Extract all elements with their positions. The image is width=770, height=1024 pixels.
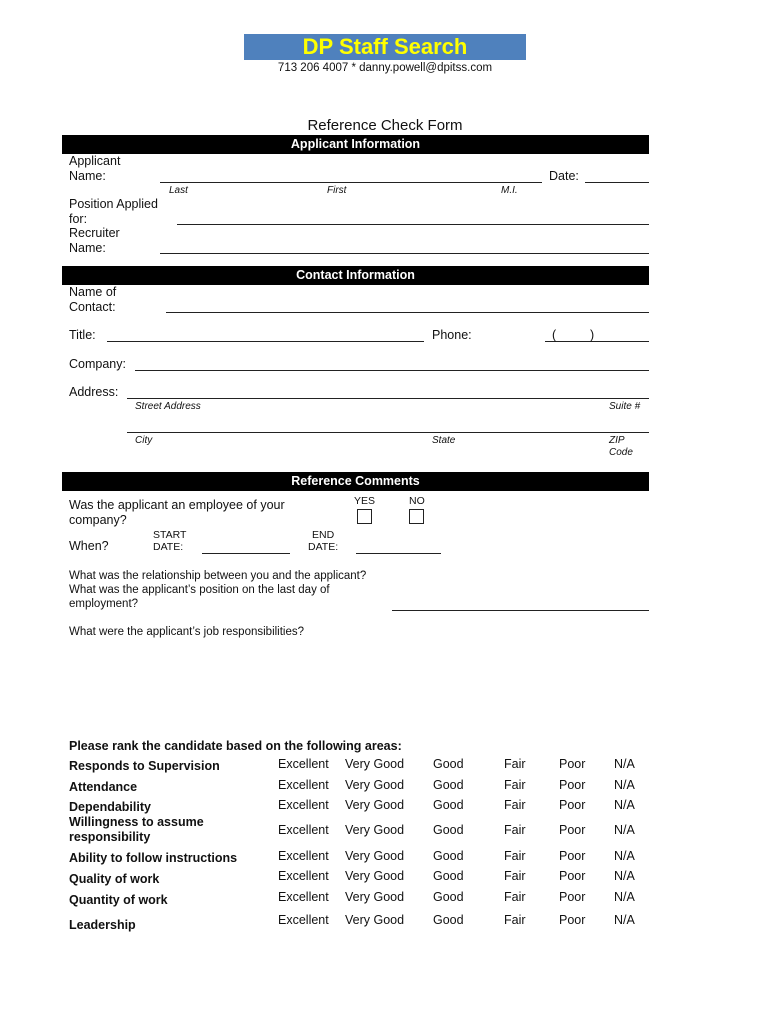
city-caption: City (135, 435, 153, 446)
rating-option[interactable]: Excellent (278, 890, 329, 904)
rating-option[interactable]: Fair (504, 869, 526, 883)
rating-option[interactable]: N/A (614, 757, 635, 771)
last-position-question: What was the applicant’s position on the last day of employment? (69, 584, 330, 610)
rating-option[interactable]: Good (433, 869, 464, 883)
ranking-area-label: Responds to Supervision (69, 759, 220, 773)
rating-option[interactable]: Good (433, 913, 464, 927)
rating-option[interactable]: Excellent (278, 757, 329, 771)
rating-option[interactable]: Very Good (345, 823, 405, 837)
start-date-field[interactable] (202, 553, 290, 554)
rating-option[interactable]: Fair (504, 823, 526, 837)
phone-field[interactable] (545, 341, 649, 342)
phone-label: Phone: (432, 328, 472, 342)
end-date-label: END DATE: (308, 529, 339, 553)
recruiter-name-field[interactable] (160, 253, 649, 254)
contact-line: 713 206 4007 * danny.powell@dpitss.com (277, 62, 493, 74)
ranking-area-label: Ability to follow instructions (69, 851, 238, 865)
yes-checkbox[interactable] (357, 509, 372, 524)
rating-option[interactable]: Fair (504, 890, 526, 904)
ranking-intro: Please rank the candidate based on the following areas: (69, 739, 402, 753)
street-address-field[interactable] (127, 398, 649, 399)
rating-option[interactable]: Very Good (345, 849, 405, 863)
rating-option[interactable]: Poor (559, 869, 586, 883)
relationship-question: What was the relationship between you and the applicant? (69, 570, 367, 582)
rating-option[interactable]: Very Good (345, 869, 405, 883)
rating-option[interactable]: Very Good (345, 757, 405, 771)
form-title: Reference Check Form (307, 117, 463, 134)
phone-area-open: ( (552, 328, 557, 342)
rating-option[interactable]: Good (433, 849, 464, 863)
middle-initial-caption: M.I. (501, 185, 518, 196)
rating-option[interactable]: Poor (559, 849, 586, 863)
responsibilities-question: What were the applicant’s job responsibilities? (69, 626, 305, 638)
no-label: NO (409, 495, 425, 507)
address-label: Address: (69, 385, 119, 399)
rating-option[interactable]: Excellent (278, 913, 329, 927)
rating-option[interactable]: Fair (504, 849, 526, 863)
street-address-caption: Street Address (135, 401, 201, 412)
date-label: Date: (549, 169, 579, 183)
position-applied-label: Position Applied for: (69, 197, 158, 226)
rating-option[interactable]: Poor (559, 823, 586, 837)
applicant-name-label: Applicant Name: (69, 154, 121, 183)
rating-option[interactable]: N/A (614, 778, 635, 792)
rating-option[interactable]: Good (433, 798, 464, 812)
rating-option[interactable]: Good (433, 823, 464, 837)
first-name-caption: First (327, 185, 347, 196)
zip-caption: ZIP Code (609, 435, 633, 458)
start-date-label: START DATE: (153, 529, 187, 553)
rating-option[interactable]: N/A (614, 823, 635, 837)
rating-option[interactable]: Very Good (345, 798, 405, 812)
rating-option[interactable]: N/A (614, 869, 635, 883)
phone-area-close: ) (590, 328, 595, 342)
rating-option[interactable]: N/A (614, 890, 635, 904)
rating-option[interactable]: N/A (614, 913, 635, 927)
rating-option[interactable]: Very Good (345, 913, 405, 927)
rating-option[interactable]: Good (433, 890, 464, 904)
suite-caption: Suite # (609, 401, 641, 412)
company-field[interactable] (135, 370, 649, 371)
last-name-caption: Last (169, 185, 188, 196)
last-position-field[interactable] (392, 610, 649, 611)
rating-option[interactable]: Good (433, 757, 464, 771)
rating-option[interactable]: Excellent (278, 798, 329, 812)
ranking-area-label: Leadership (69, 918, 136, 932)
employee-question: Was the applicant an employee of your company? (69, 498, 285, 527)
ranking-area-label: Quantity of work (69, 893, 168, 907)
company-label: Company: (69, 357, 126, 371)
rating-option[interactable]: Excellent (278, 849, 329, 863)
no-checkbox[interactable] (409, 509, 424, 524)
contact-name-label: Name of Contact: (69, 285, 117, 314)
contact-name-field[interactable] (166, 312, 649, 313)
state-caption: State (432, 435, 456, 446)
ranking-area-label: Dependability (69, 800, 151, 814)
rating-option[interactable]: Fair (504, 757, 526, 771)
rating-option[interactable]: Fair (504, 778, 526, 792)
ranking-area-label: Attendance (69, 780, 138, 794)
rating-option[interactable]: N/A (614, 849, 635, 863)
rating-option[interactable]: Very Good (345, 778, 405, 792)
recruiter-name-label: Recruiter Name: (69, 226, 120, 255)
rating-option[interactable]: N/A (614, 798, 635, 812)
rating-option[interactable]: Poor (559, 757, 586, 771)
rating-option[interactable]: Excellent (278, 823, 329, 837)
rating-option[interactable]: Fair (504, 798, 526, 812)
applicant-name-field[interactable] (160, 182, 542, 183)
yes-label: YES (354, 495, 376, 507)
rating-option[interactable]: Poor (559, 798, 586, 812)
title-field[interactable] (107, 341, 424, 342)
title-label: Title: (69, 328, 96, 342)
rating-option[interactable]: Poor (559, 778, 586, 792)
rating-option[interactable]: Fair (504, 913, 526, 927)
when-label: When? (69, 539, 109, 553)
ranking-area-label: Willingness to assume responsibility (69, 815, 204, 844)
ranking-area-label: Quality of work (69, 872, 160, 886)
section-reference-comments: Reference Comments (62, 472, 649, 491)
position-applied-field[interactable] (177, 224, 649, 225)
rating-option[interactable]: Very Good (345, 890, 405, 904)
city-state-zip-field[interactable] (127, 432, 649, 433)
section-applicant-information: Applicant Information (62, 135, 649, 154)
rating-option[interactable]: Good (433, 778, 464, 792)
rating-option[interactable]: Poor (559, 913, 586, 927)
section-contact-information: Contact Information (62, 266, 649, 285)
date-field[interactable] (585, 182, 649, 183)
company-banner: DP Staff Search (244, 34, 526, 60)
rating-option[interactable]: Poor (559, 890, 586, 904)
rating-option[interactable]: Excellent (278, 869, 329, 883)
rating-option[interactable]: Excellent (278, 778, 329, 792)
end-date-field[interactable] (356, 553, 441, 554)
